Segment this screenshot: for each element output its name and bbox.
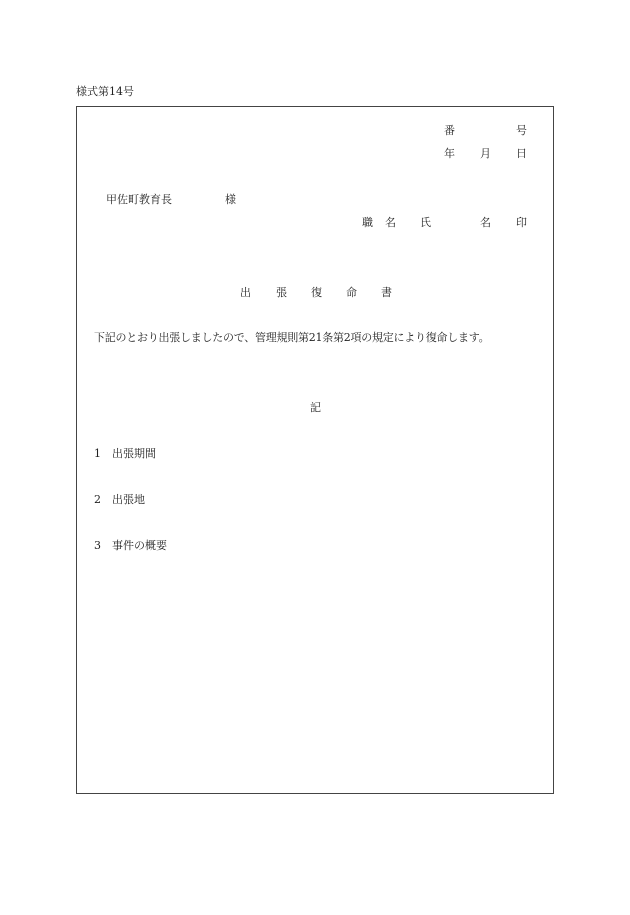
item-label: 出張地	[112, 493, 145, 506]
ki-heading: 記	[310, 401, 321, 414]
addressee-honorific: 様	[225, 193, 236, 206]
signer-char-mei-2: 名	[480, 216, 491, 229]
item-number: 3	[94, 539, 101, 552]
number-char-ban: 番	[444, 124, 455, 137]
seal-mark: 印	[516, 216, 527, 229]
date-char-day: 日	[516, 147, 527, 160]
addressee-name: 甲佐町教育長	[106, 193, 172, 206]
date-char-month: 月	[480, 147, 491, 160]
title-char-4: 命	[346, 286, 357, 299]
form-number-label: 様式第14号	[76, 85, 134, 98]
title-char-1: 出	[240, 286, 251, 299]
item-number: 1	[94, 447, 101, 460]
item-label: 出張期間	[112, 447, 156, 460]
title-char-2: 張	[276, 286, 287, 299]
title-char-3: 復	[311, 286, 322, 299]
body-text: 下記のとおり出張しましたので、管理規則第21条第2項の規定により復命します。	[94, 331, 490, 344]
number-char-go: 号	[516, 124, 527, 137]
signer-char-mei-1: 名	[385, 216, 396, 229]
item-label: 事件の概要	[112, 539, 167, 552]
item-number: 2	[94, 493, 101, 506]
signer-char-shi: 氏	[420, 216, 431, 229]
date-char-year: 年	[444, 147, 455, 160]
title-char-5: 書	[381, 286, 392, 299]
signer-char-shoku: 職	[362, 216, 373, 229]
